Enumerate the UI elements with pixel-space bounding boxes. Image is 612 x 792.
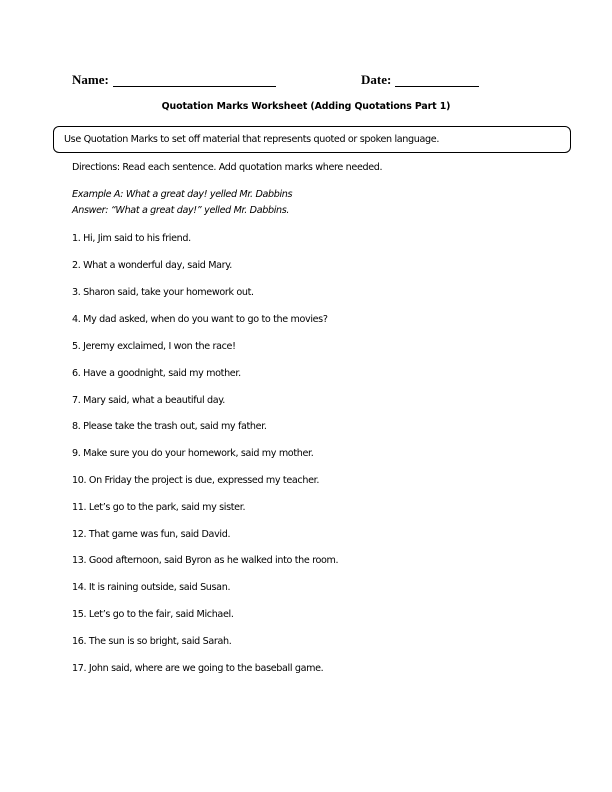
sentence-12: 12. That game was fun, said David. [72,529,231,540]
example-answer: Answer: “What a great day!” yelled Mr. Dabbins. [72,205,290,216]
sentence-9: 9. Make sure you do your homework, said my mother. [72,448,314,459]
sentence-3: 3. Sharon said, take your homework out. [72,287,254,298]
date-field [361,72,479,87]
sentence-15: 15. Let’s go to the fair, said Michael. [72,609,234,620]
date-label: Date: [361,72,392,87]
sentence-4: 4. My dad asked, when do you want to go to the movies? [72,314,328,325]
directions: Directions: Read each sentence. Add quotation marks where needed. [72,162,383,173]
sentence-14: 14. It is raining outside, said Susan. [72,582,231,593]
rule-box: Use Quotation Marks to set off material that represents quoted or spoken language. [53,126,571,153]
sentence-7: 7. Mary said, what a beautiful day. [72,395,225,406]
name-field [72,72,276,87]
sentence-8: 8. Please take the trash out, said my father. [72,421,267,432]
sentence-16: 16. The sun is so bright, said Sarah. [72,636,232,647]
example-question: Example A: What a great day! yelled Mr. Dabbins [72,189,293,200]
sentence-5: 5. Jeremy exclaimed, I won the race! [72,341,236,352]
sentence-10: 10. On Friday the project is due, expressed my teacher. [72,475,320,486]
sentence-17: 17. John said, where are we going to the baseball game. [72,663,324,674]
sentence-2: 2. What a wonderful day, said Mary. [72,260,232,271]
name-label: Name: [72,72,109,87]
worksheet-title: Quotation Marks Worksheet (Adding Quotations Part 1) [161,101,451,112]
sentence-1: 1. Hi, Jim said to his friend. [72,233,191,244]
sentence-13: 13. Good afternoon, said Byron as he walked into the room. [72,555,339,566]
header-row [0,72,612,88]
sentence-6: 6. Have a goodnight, said my mother. [72,368,241,379]
sentence-11: 11. Let’s go to the park, said my sister. [72,502,246,513]
date-blank-line[interactable] [395,74,479,87]
name-blank-line[interactable] [113,74,276,87]
